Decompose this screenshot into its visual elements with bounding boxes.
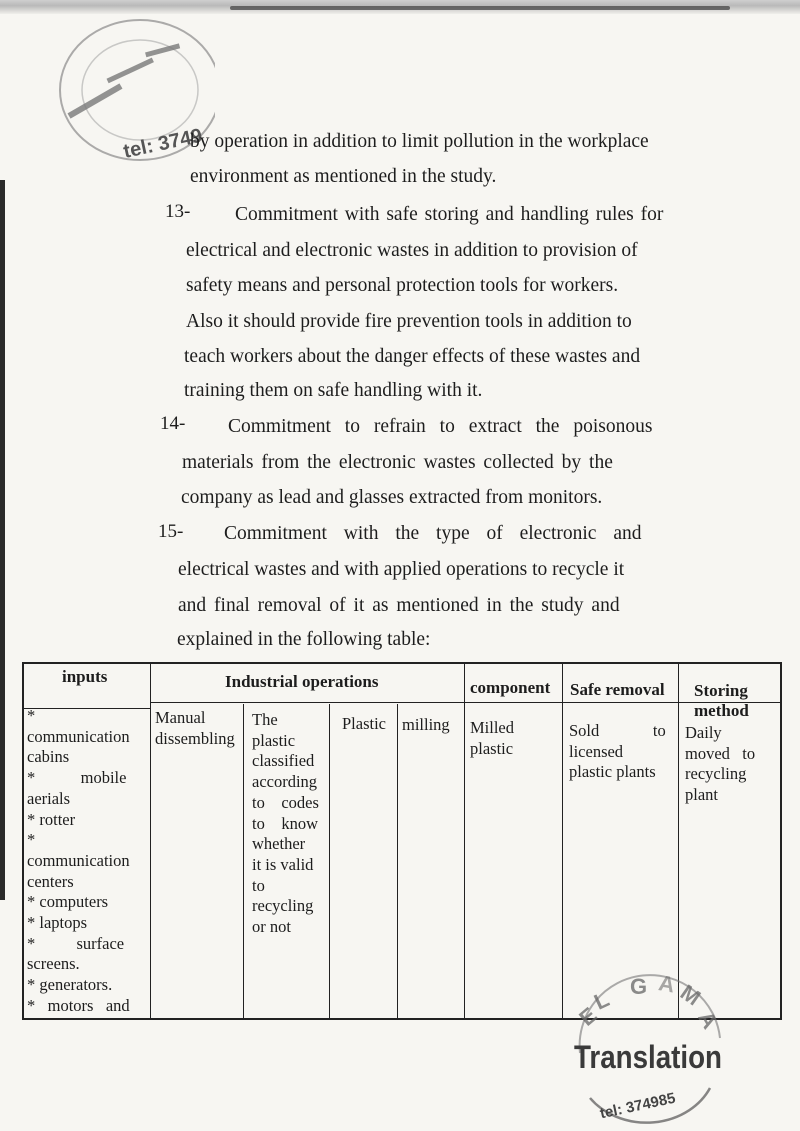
paragraph-line: Commitment with the type of electronic and xyxy=(224,523,642,544)
stamp-bottom-center: Translation xyxy=(574,1039,722,1075)
svg-text:E: E xyxy=(574,1002,602,1031)
paragraph-line: electrical and electronic wastes in addition to provision of xyxy=(186,240,638,261)
inputs-cell: * communication cabins * mobile aerials * rotter * communication centers * computers * laptops * surface screens. * generators. * motors and xyxy=(27,706,130,1015)
paragraph-line: environment as mentioned in the study. xyxy=(190,166,497,187)
paragraph-line: Also it should provide fire prevention tools in addition to xyxy=(186,311,632,332)
operation-material: Plastic xyxy=(342,714,386,733)
item-number-14: 14- xyxy=(160,413,186,434)
svg-text:A: A xyxy=(693,1006,723,1034)
item-number-15: 15- xyxy=(158,521,184,542)
paragraph-line: and final removal of it as mentioned in the study and xyxy=(178,595,620,616)
stamp-top-text: tel: 3749 xyxy=(121,124,205,163)
header-storing-method: Storing method xyxy=(694,681,749,720)
operation-process: milling xyxy=(402,715,450,734)
paragraph-line: by operation in addition to limit pollution in the workplace xyxy=(190,131,649,152)
svg-text:M: M xyxy=(675,979,706,1011)
svg-text:L: L xyxy=(590,986,613,1015)
header-industrial-operations: Industrial operations xyxy=(225,672,379,691)
operation-step-1: Manual dissembling xyxy=(155,708,235,748)
paragraph-line: materials from the electronic wastes collected by the xyxy=(182,452,613,473)
paragraph-line: electrical wastes and with applied operations to recycle it xyxy=(178,559,625,580)
paragraph-line: Commitment to refrain to extract the poisonous xyxy=(228,416,653,437)
header-safe-removal: Safe removal xyxy=(570,680,665,699)
paragraph-line: safety means and personal protection tools for workers. xyxy=(186,275,619,296)
svg-text:G: G xyxy=(630,974,648,999)
translation-stamp-bottom xyxy=(560,958,740,1128)
svg-text:A: A xyxy=(656,970,677,998)
header-component: component xyxy=(470,678,551,697)
scan-left-edge xyxy=(0,180,5,900)
paragraph-line: company as lead and glasses extracted from monitors. xyxy=(181,487,603,508)
paragraph-line: explained in the following table: xyxy=(177,629,431,650)
item-number-13: 13- xyxy=(165,201,191,222)
paragraph-line: training them on safe handling with it. xyxy=(184,380,483,401)
header-inputs: inputs xyxy=(62,667,108,686)
storing-method-cell: Daily moved to recycling plant xyxy=(685,723,756,805)
paragraph-line: teach workers about the danger effects of these wastes and xyxy=(184,346,641,367)
component-cell: Milled plastic xyxy=(470,718,514,758)
operation-step-2: The plastic classified according to codes to know whether it is valid to recycling or not xyxy=(252,710,319,937)
paragraph-line: Commitment with safe storing and handling rules for xyxy=(235,204,664,225)
safe-removal-cell: Sold to licensed plastic plants xyxy=(569,721,666,782)
stamp-bottom-tel: tel: 374985 xyxy=(598,1089,677,1123)
